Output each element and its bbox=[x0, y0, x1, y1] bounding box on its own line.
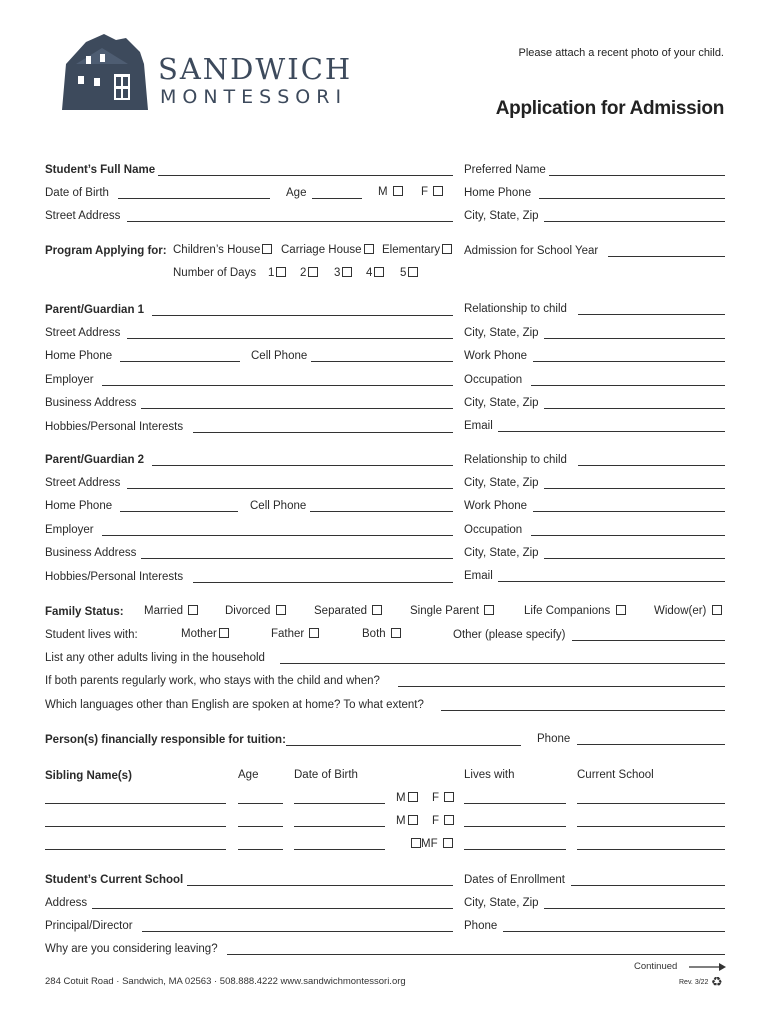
parent1-relationship-label: Relationship to child bbox=[464, 303, 567, 315]
sibling-name-header: Sibling Name(s) bbox=[45, 770, 132, 782]
days-5-checkbox[interactable] bbox=[408, 267, 418, 277]
logo-name: SANDWICH bbox=[158, 52, 353, 86]
days-2-option[interactable] bbox=[300, 267, 318, 279]
school-logo bbox=[56, 34, 154, 114]
sibling2-f-label: F bbox=[432, 815, 440, 827]
lives-with-label: Student lives with: bbox=[45, 629, 138, 641]
gender-m-option[interactable] bbox=[378, 186, 403, 198]
parent2-occupation-field[interactable] bbox=[531, 535, 725, 536]
parent2-business-field[interactable] bbox=[141, 558, 453, 559]
revision-label: Rev. 3/22 bbox=[679, 979, 709, 986]
days-3-option[interactable] bbox=[334, 267, 352, 279]
student-full-name-label: Student’s Full Name bbox=[45, 164, 156, 176]
enrollment-dates-field[interactable] bbox=[571, 885, 725, 886]
sibling3-mf-label: MF bbox=[421, 838, 438, 850]
parent1-occupation-label: Occupation bbox=[464, 374, 523, 386]
parent1-title: Parent/Guardian 1 bbox=[45, 304, 145, 316]
days-1-option[interactable] bbox=[268, 267, 286, 279]
parent2-email-label: Email bbox=[464, 570, 493, 582]
parent1-work-phone-field[interactable] bbox=[533, 361, 725, 362]
sibling3-school-field[interactable] bbox=[577, 849, 725, 850]
parent1-city-field[interactable] bbox=[544, 338, 725, 339]
sibling3-f-checkbox[interactable] bbox=[443, 838, 453, 848]
financial-field[interactable] bbox=[286, 745, 521, 746]
sibling-school-header: Current School bbox=[577, 769, 654, 781]
parent1-email-field[interactable] bbox=[498, 431, 725, 432]
program-elementary[interactable] bbox=[382, 244, 452, 256]
languages-label: Which languages other than English are spoken at home? To what extent? bbox=[45, 699, 424, 711]
sibling3-dob-field[interactable] bbox=[294, 849, 385, 850]
status-widow-checkbox[interactable] bbox=[712, 605, 722, 615]
parent2-business-label: Business Address bbox=[45, 547, 137, 559]
sibling2-age-field[interactable] bbox=[238, 826, 283, 827]
sibling1-f-option[interactable] bbox=[432, 792, 454, 804]
parent2-street-label: Street Address bbox=[45, 477, 121, 489]
parent2-relationship-field[interactable] bbox=[578, 465, 725, 466]
sibling1-m-option[interactable] bbox=[396, 792, 418, 804]
parent1-city-label: City, State, Zip bbox=[464, 327, 539, 339]
dob-field[interactable] bbox=[118, 198, 270, 199]
other-adults-label: List any other adults living in the household bbox=[45, 652, 265, 664]
program-carriage-house-label: Carriage House bbox=[281, 244, 362, 256]
parent1-hobbies-field[interactable] bbox=[193, 432, 453, 433]
status-separated-label: Separated bbox=[314, 605, 368, 617]
parent2-occupation-label: Occupation bbox=[464, 524, 523, 536]
program-carriage-house-checkbox[interactable] bbox=[364, 244, 374, 254]
school-address-field[interactable] bbox=[92, 908, 453, 909]
current-school-field[interactable] bbox=[187, 885, 453, 886]
gender-m-label: M bbox=[378, 186, 388, 198]
status-married-checkbox[interactable] bbox=[188, 605, 198, 615]
why-leaving-field[interactable] bbox=[227, 954, 725, 955]
parent1-name-field[interactable] bbox=[152, 315, 453, 316]
admission-year-label: Admission for School Year bbox=[464, 245, 599, 257]
sibling2-f-checkbox[interactable] bbox=[444, 815, 454, 825]
gender-f-option[interactable] bbox=[421, 186, 443, 198]
parent2-cell-phone-field[interactable] bbox=[310, 511, 453, 512]
lives-both[interactable] bbox=[362, 628, 401, 640]
admission-year-field[interactable] bbox=[608, 256, 725, 257]
lives-both-label: Both bbox=[362, 628, 386, 640]
sibling1-lives-field[interactable] bbox=[464, 803, 566, 804]
dob-label: Date of Birth bbox=[45, 187, 109, 199]
sibling1-school-field[interactable] bbox=[577, 803, 725, 804]
parent2-work-phone-field[interactable] bbox=[533, 511, 725, 512]
logo-subtitle: MONTESSORI bbox=[160, 86, 348, 108]
parent2-cell-phone-label: Cell Phone bbox=[250, 500, 307, 512]
status-separated-checkbox[interactable] bbox=[372, 605, 382, 615]
parent1-street-label: Street Address bbox=[45, 327, 121, 339]
gender-m-checkbox[interactable] bbox=[393, 186, 403, 196]
parent1-relationship-field[interactable] bbox=[578, 314, 725, 315]
status-divorced[interactable] bbox=[225, 605, 286, 617]
program-childrens-house-checkbox[interactable] bbox=[262, 244, 272, 254]
program-carriage-house[interactable] bbox=[281, 244, 374, 256]
lives-father[interactable] bbox=[271, 628, 319, 640]
sibling2-name-field[interactable] bbox=[45, 826, 226, 827]
program-elementary-label: Elementary bbox=[382, 244, 441, 256]
financial-phone-field[interactable] bbox=[577, 744, 725, 745]
days-1-checkbox[interactable] bbox=[276, 267, 286, 277]
student-full-name-field[interactable] bbox=[158, 175, 453, 176]
status-single-label: Single Parent bbox=[410, 605, 480, 617]
days-4-option[interactable] bbox=[366, 267, 384, 279]
continued-label: Continued bbox=[634, 961, 678, 972]
parent2-city-field[interactable] bbox=[544, 488, 725, 489]
current-school-label: Student’s Current School bbox=[45, 874, 184, 886]
days-4-checkbox[interactable] bbox=[374, 267, 384, 277]
program-label: Program Applying for: bbox=[45, 245, 167, 257]
gender-f-label: F bbox=[421, 186, 429, 198]
parent2-employer-label: Employer bbox=[45, 524, 94, 536]
lives-mother-label: Mother bbox=[181, 628, 217, 640]
status-married[interactable] bbox=[144, 605, 198, 617]
parent1-work-phone-label: Work Phone bbox=[464, 350, 528, 362]
parent1-home-phone-label: Home Phone bbox=[45, 350, 113, 362]
sibling1-f-checkbox[interactable] bbox=[444, 792, 454, 802]
lives-other-field[interactable] bbox=[572, 640, 725, 641]
parent1-cell-phone-field[interactable] bbox=[311, 361, 453, 362]
lives-both-checkbox[interactable] bbox=[391, 628, 401, 638]
status-single[interactable] bbox=[410, 605, 494, 617]
program-childrens-house[interactable] bbox=[173, 244, 272, 256]
parent2-name-field[interactable] bbox=[152, 465, 453, 466]
parent1-employer-field[interactable] bbox=[102, 385, 453, 386]
parent2-hobbies-label: Hobbies/Personal Interests bbox=[45, 571, 184, 583]
program-childrens-house-label: Children’s House bbox=[173, 244, 261, 256]
parent2-relationship-label: Relationship to child bbox=[464, 454, 567, 466]
gender-f-checkbox[interactable] bbox=[433, 186, 443, 196]
principal-label: Principal/Director bbox=[45, 920, 133, 932]
parent1-business-label: Business Address bbox=[45, 397, 137, 409]
school-city-label: City, State, Zip bbox=[464, 897, 539, 909]
parent1-employer-label: Employer bbox=[45, 374, 94, 386]
parent1-cell-phone-label: Cell Phone bbox=[251, 350, 308, 362]
preferred-name-field[interactable] bbox=[549, 175, 725, 176]
parent2-street-field[interactable] bbox=[127, 488, 453, 489]
why-leaving-label: Why are you considering leaving? bbox=[45, 943, 218, 955]
status-widow[interactable] bbox=[654, 605, 722, 617]
financial-phone-label: Phone bbox=[537, 733, 571, 745]
parent2-title: Parent/Guardian 2 bbox=[45, 454, 145, 466]
days-label: Number of Days bbox=[173, 267, 257, 279]
lives-mother[interactable] bbox=[181, 628, 229, 640]
parent1-city2-label: City, State, Zip bbox=[464, 397, 539, 409]
parent2-email-field[interactable] bbox=[498, 581, 725, 582]
parent1-business-field[interactable] bbox=[141, 408, 453, 409]
student-home-phone-label: Home Phone bbox=[464, 187, 532, 199]
sibling2-dob-field[interactable] bbox=[294, 826, 385, 827]
status-widow-label: Widow(er) bbox=[654, 605, 707, 617]
status-companions-checkbox[interactable] bbox=[616, 605, 626, 615]
languages-field[interactable] bbox=[441, 710, 725, 711]
status-single-checkbox[interactable] bbox=[484, 605, 494, 615]
days-2-checkbox[interactable] bbox=[308, 267, 318, 277]
parent2-home-phone-label: Home Phone bbox=[45, 500, 113, 512]
parent1-city2-field[interactable] bbox=[544, 408, 725, 409]
status-separated[interactable] bbox=[314, 605, 382, 617]
other-adults-field[interactable] bbox=[280, 663, 725, 664]
sibling-dob-header: Date of Birth bbox=[294, 769, 358, 781]
parent1-occupation-field[interactable] bbox=[531, 385, 725, 386]
parent2-city2-label: City, State, Zip bbox=[464, 547, 539, 559]
page-title: Application for Admission bbox=[495, 98, 724, 119]
sibling-age-header: Age bbox=[238, 769, 259, 781]
parent2-work-phone-label: Work Phone bbox=[464, 500, 528, 512]
principal-field[interactable] bbox=[142, 931, 453, 932]
school-phone-label: Phone bbox=[464, 920, 498, 932]
sibling3-name-field[interactable] bbox=[45, 849, 226, 850]
both-work-field[interactable] bbox=[398, 686, 725, 687]
lives-father-label: Father bbox=[271, 628, 305, 640]
program-elementary-checkbox[interactable] bbox=[442, 244, 452, 254]
school-city-field[interactable] bbox=[544, 908, 725, 909]
photo-note: Please attach a recent photo of your child. bbox=[518, 47, 724, 59]
sibling3-lives-field[interactable] bbox=[464, 849, 566, 850]
days-5-label: 5 bbox=[400, 267, 407, 279]
family-status-label: Family Status: bbox=[45, 606, 124, 618]
days-2-label: 2 bbox=[300, 267, 307, 279]
sibling3-mf-option[interactable] bbox=[409, 838, 453, 850]
status-companions-label: Life Companions bbox=[524, 605, 611, 617]
parent1-email-label: Email bbox=[464, 420, 493, 432]
financial-label: Person(s) financially responsible for tuition: bbox=[45, 734, 286, 746]
status-divorced-label: Divorced bbox=[225, 605, 271, 617]
status-companions[interactable] bbox=[524, 605, 626, 617]
sibling2-m-option[interactable] bbox=[396, 815, 418, 827]
school-address-label: Address bbox=[45, 897, 88, 909]
sibling-lives-header: Lives with bbox=[464, 769, 515, 781]
student-home-phone-field[interactable] bbox=[539, 198, 725, 199]
student-street-label: Street Address bbox=[45, 210, 121, 222]
days-3-checkbox[interactable] bbox=[342, 267, 352, 277]
status-divorced-checkbox[interactable] bbox=[276, 605, 286, 615]
lives-other-label: Other (please specify) bbox=[453, 629, 566, 641]
sibling1-f-label: F bbox=[432, 792, 440, 804]
enrollment-dates-label: Dates of Enrollment bbox=[464, 874, 565, 886]
parent2-employer-field[interactable] bbox=[102, 535, 453, 536]
school-phone-field[interactable] bbox=[503, 931, 725, 932]
age-label: Age bbox=[286, 187, 307, 199]
sibling3-mf-checkbox[interactable] bbox=[411, 838, 421, 848]
sibling2-m-label: M bbox=[396, 815, 406, 827]
parent2-home-phone-field[interactable] bbox=[120, 511, 238, 512]
parent2-city2-field[interactable] bbox=[544, 558, 725, 559]
days-3-label: 3 bbox=[334, 267, 341, 279]
sibling1-dob-field[interactable] bbox=[294, 803, 385, 804]
sibling1-m-label: M bbox=[396, 792, 406, 804]
sibling1-age-field[interactable] bbox=[238, 803, 283, 804]
days-1-label: 1 bbox=[268, 267, 275, 279]
sibling2-school-field[interactable] bbox=[577, 826, 725, 827]
lives-father-checkbox[interactable] bbox=[309, 628, 319, 638]
sibling1-name-field[interactable] bbox=[45, 803, 226, 804]
parent1-street-field[interactable] bbox=[127, 338, 453, 339]
days-5-option[interactable] bbox=[400, 267, 418, 279]
student-city-label: City, State, Zip bbox=[464, 210, 539, 222]
age-field[interactable] bbox=[312, 198, 362, 199]
both-work-label: If both parents regularly work, who stays with the child and when? bbox=[45, 675, 380, 687]
recycle-icon: ♻ bbox=[711, 974, 723, 989]
lives-mother-checkbox[interactable] bbox=[219, 628, 229, 638]
footer-address: 284 Cotuit Road · Sandwich, MA 02563 · 508.888.4222 www.sandwichmontessori.org bbox=[45, 976, 406, 987]
days-4-label: 4 bbox=[366, 267, 373, 279]
preferred-name-label: Preferred Name bbox=[464, 164, 546, 176]
sibling2-m-checkbox[interactable] bbox=[408, 815, 418, 825]
parent2-hobbies-field[interactable] bbox=[193, 582, 453, 583]
sibling2-lives-field[interactable] bbox=[464, 826, 566, 827]
sibling3-age-field[interactable] bbox=[238, 849, 283, 850]
parent2-city-label: City, State, Zip bbox=[464, 477, 539, 489]
student-street-field[interactable] bbox=[127, 221, 453, 222]
student-city-field[interactable] bbox=[544, 221, 725, 222]
sibling2-f-option[interactable] bbox=[432, 815, 454, 827]
parent1-hobbies-label: Hobbies/Personal Interests bbox=[45, 421, 184, 433]
status-married-label: Married bbox=[144, 605, 183, 617]
parent1-home-phone-field[interactable] bbox=[120, 361, 240, 362]
sibling1-m-checkbox[interactable] bbox=[408, 792, 418, 802]
